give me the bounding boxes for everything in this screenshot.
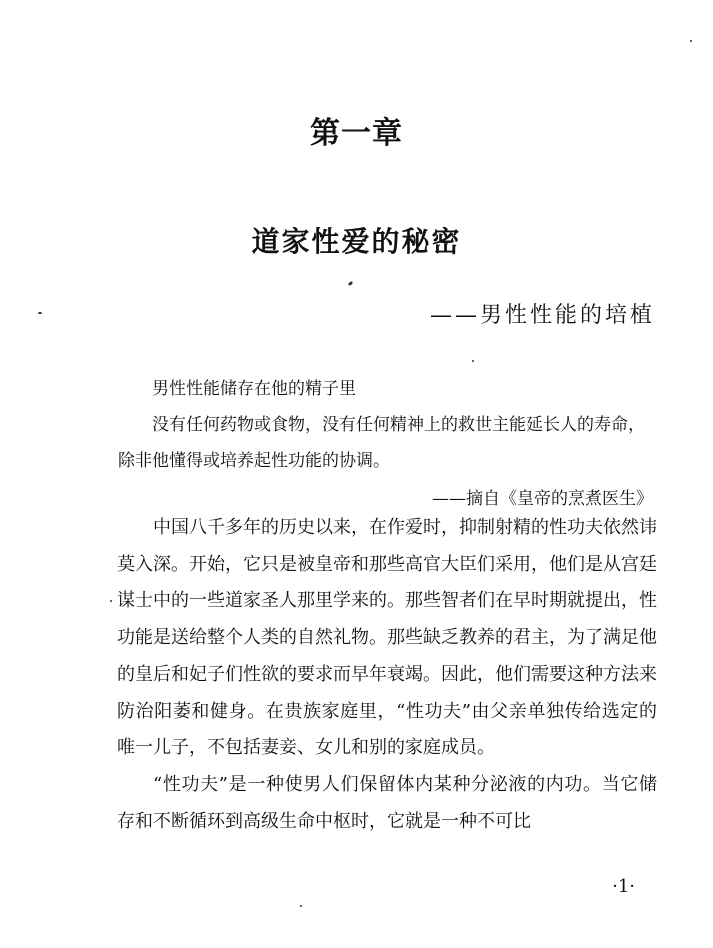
scan-speck <box>110 600 112 602</box>
scan-speck <box>690 40 692 42</box>
body-paragraph-2: “性功夫”是一种使男人们保留体内某种分泌液的内功。当它储存和不断循环到高级生命中枢时，它就是一种不可比 <box>117 773 657 832</box>
page-number: ·1· <box>612 876 635 897</box>
chapter-heading: 第一章 <box>310 116 403 151</box>
epigraph-line-1: 男性性能储存在他的精子里 <box>152 379 356 399</box>
body-paragraph-1: 中国八千多年的历史以来，在作爱时，抑制射精的性功夫依然讳莫入深。开始，它只是被皇帝和那些高官大臣们采用，他们是从宫廷谋士中的一些道家圣人那里学来的。那些智者们在早时期就提出，性功能是送给整个人类的自然礼物。那些缺乏教养的君主，为了满足他的皇后和妃子们性欲的要求而早年衰竭。因此，他们需要这种方法来防治阳萎和健身。在贵族家庭里，“性功夫”由父亲单独传给选定的唯一儿子，不包括妻妾、女儿和别的家庭成员。 <box>117 517 657 759</box>
scan-speck <box>38 312 42 314</box>
section-title: 道家性爱的秘密 <box>251 225 462 258</box>
scan-speck <box>472 360 474 362</box>
body-text <box>117 510 657 840</box>
epigraph-line-2: 没有任何药物或食物，没有任何精神上的救世主能延长人的寿命，除非他懂得或培养起性功能的协调。 <box>118 415 645 471</box>
scan-speck <box>300 905 302 907</box>
subtitle: ——男性性能的培植 <box>429 303 655 328</box>
epigraph-source: ——摘自《皇帝的烹煮医生》 <box>432 489 653 509</box>
scan-speck <box>348 281 354 287</box>
